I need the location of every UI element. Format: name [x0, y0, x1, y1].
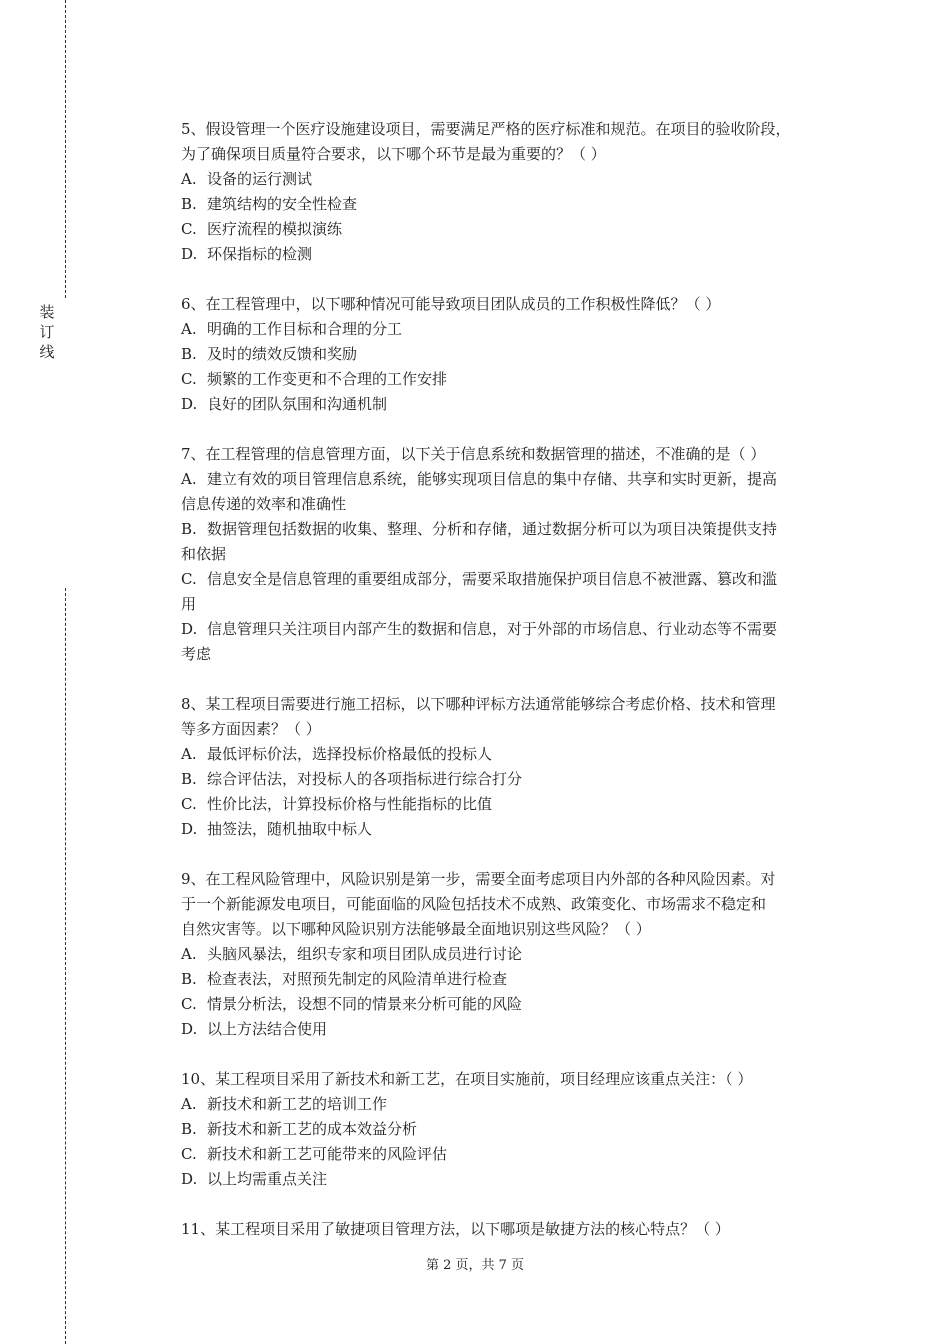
option-d: D. 良好的团队氛围和沟通机制 [181, 395, 388, 413]
option-d: D. 环保指标的检测 [181, 245, 313, 263]
option-b: B. 数据管理包括数据的收集、整理、分析和存储，通过数据分析可以为项目决策提供支持 [181, 520, 778, 538]
question-list [181, 117, 841, 1267]
option-a: A. 最低评标价法，选择投标价格最低的投标人 [181, 745, 493, 763]
binding-label [37, 302, 57, 362]
option-b: B. 综合评估法，对投标人的各项指标进行综合打分 [181, 770, 523, 788]
binding-char: 装 [39, 303, 55, 321]
option-c-cont: 用 [181, 595, 197, 613]
option-c: C. 信息安全是信息管理的重要组成部分，需要采取措施保护项目信息不被泄露、篡改和滥 [181, 570, 778, 588]
question-text: 7、在工程管理的信息管理方面，以下关于信息系统和数据管理的描述，不准确的是（ ） [181, 445, 766, 463]
question-text: 5、假设管理一个医疗设施建设项目，需要满足严格的医疗标准和规范。在项目的验收阶段， [181, 120, 791, 138]
question-text: 8、某工程项目需要进行施工招标，以下哪种评标方法通常能够综合考虑价格、技术和管理 [181, 695, 776, 713]
option-a: A. 头脑风暴法，组织专家和项目团队成员进行讨论 [181, 945, 523, 963]
binding-line-top [65, 0, 66, 298]
option-b: B. 及时的绩效反馈和奖励 [181, 345, 358, 363]
question-10 [181, 1067, 841, 1192]
option-d-cont: 考虑 [181, 645, 212, 663]
question-text: 为了确保项目质量符合要求，以下哪个环节是最为重要的？（ ） [181, 145, 606, 163]
question-9 [181, 867, 841, 1042]
option-d: D. 以上方法结合使用 [181, 1020, 328, 1038]
question-5 [181, 117, 841, 267]
question-text: 自然灾害等。以下哪种风险识别方法能够最全面地识别这些风险？（ ） [181, 920, 651, 938]
option-c: C. 医疗流程的模拟演练 [181, 220, 343, 238]
binding-char: 订 [39, 323, 55, 341]
binding-line-bottom [65, 588, 66, 1344]
question-6 [181, 292, 841, 417]
question-text: 9、在工程风险管理中，风险识别是第一步，需要全面考虑项目内外部的各种风险因素。对 [181, 870, 776, 888]
page-number: 第 2 页，共 7 页 [425, 1258, 525, 1273]
option-b: B. 建筑结构的安全性检查 [181, 195, 358, 213]
option-c: C. 情景分析法，设想不同的情景来分析可能的风险 [181, 995, 523, 1013]
option-a: A. 设备的运行测试 [181, 170, 313, 188]
option-c: C. 新技术和新工艺可能带来的风险评估 [181, 1145, 448, 1163]
question-8 [181, 692, 841, 842]
option-b: B. 新技术和新工艺的成本效益分析 [181, 1120, 418, 1138]
option-a: A. 新技术和新工艺的培训工作 [181, 1095, 388, 1113]
option-a: A. 建立有效的项目管理信息系统，能够实现项目信息的集中存储、共享和实时更新，提高 [181, 470, 778, 488]
question-text: 6、在工程管理中，以下哪种情况可能导致项目团队成员的工作积极性降低？（ ） [181, 295, 721, 313]
option-c: C. 性价比法，计算投标价格与性能指标的比值 [181, 795, 493, 813]
option-d: D. 以上均需重点关注 [181, 1170, 328, 1188]
binding-char: 线 [39, 343, 55, 361]
option-d: D. 抽签法，随机抽取中标人 [181, 820, 373, 838]
question-text: 10、某工程项目采用了新技术和新工艺，在项目实施前，项目经理应该重点关注：（ ） [181, 1070, 753, 1088]
question-11 [181, 1217, 841, 1242]
option-b-cont: 和依据 [181, 545, 227, 563]
option-b: B. 检查表法，对照预先制定的风险清单进行检查 [181, 970, 508, 988]
question-text: 于一个新能源发电项目，可能面临的风险包括技术不成熟、政策变化、市场需求不稳定和 [181, 895, 767, 913]
option-d: D. 信息管理只关注项目内部产生的数据和信息，对于外部的市场信息、行业动态等不需要 [181, 620, 778, 638]
question-text: 11、某工程项目采用了敏捷项目管理方法，以下哪项是敏捷方法的核心特点？（ ） [181, 1220, 730, 1238]
question-7 [181, 442, 841, 667]
option-a-cont: 信息传递的效率和准确性 [181, 495, 347, 513]
option-c: C. 频繁的工作变更和不合理的工作安排 [181, 370, 448, 388]
option-a: A. 明确的工作目标和合理的分工 [181, 320, 403, 338]
question-text: 等多方面因素？（ ） [181, 720, 321, 738]
